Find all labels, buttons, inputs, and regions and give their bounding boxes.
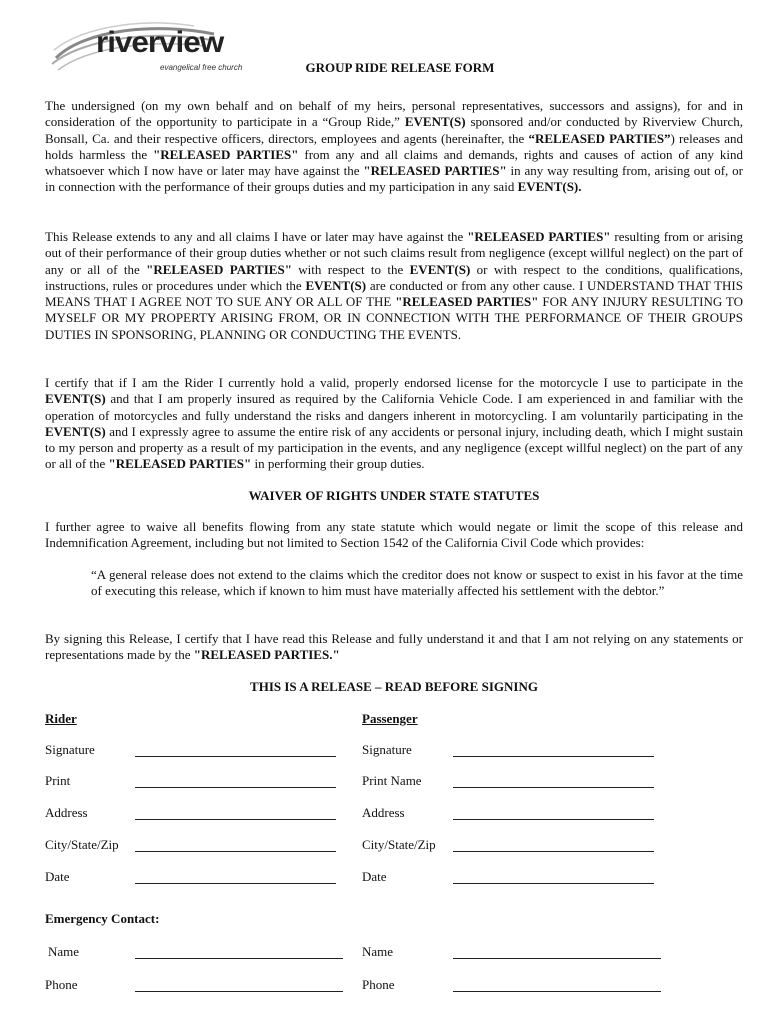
rider-date-line[interactable]	[135, 883, 336, 884]
emergency-phone-label: Phone	[45, 977, 78, 992]
passenger-print-label: Print Name	[362, 773, 422, 788]
acknowledgement-paragraph: By signing this Release, I certify that I have read this Release and fully understand it and that I am not relying on any statements or representations made by the "RELEASED PARTIES."	[45, 631, 743, 663]
rider-address-line[interactable]	[135, 819, 336, 820]
logo-wordmark: riverview	[96, 26, 224, 59]
emergency-phone-label-right: Phone	[362, 977, 395, 992]
passenger-city-line[interactable]	[453, 851, 654, 852]
passenger-heading: Passenger	[362, 711, 418, 726]
rider-certification-paragraph: I certify that if I am the Rider I currently hold a valid, properly endorsed license for the motorcycle I use to participate in the EVENT(S) and that I am properly insured as required by the California Vehicle Code. I am experienced in and familiar with the operation of motorcycles and fully understand the risks and dangers inherent in motorcycling. I am voluntarily participating in the EVENT(S) and I expressly agree to assume the entire risk of any accidents or personal injury, including death, which I might sustain to my person and property as a result of my participation in the events, and any negligence (except willful neglect) on the part of any or all of the "RELEASED PARTIES" in performing their group duties.	[45, 375, 743, 472]
emergency-name-label: Name	[48, 944, 80, 959]
rider-city-label: City/State/Zip	[45, 837, 119, 852]
release-paragraph: The undersigned (on my own behalf and on behalf of my heirs, personal representatives, successors and assigns), for and in consideration of the opportunity to participate in a “Group Ride,” EVENT(S) sponsored and/or conducted by Riverview Church, Bonsall, Ca. and their respective officers, directors, employees and agents (hereinafter, the “RELEASED PARTIES”) releases and holds harmless the "RELEASED PARTIES" from any and all claims and demands, rights and causes of action of any kind whatsoever which I now have or later may have against the "RELEASED PARTIES" in any way resulting from, arising out of, or in connection with the performance of their groups duties and my participation in any said EVENT(S).	[45, 98, 743, 195]
form-title: GROUP RIDE RELEASE FORM	[305, 60, 495, 75]
waiver-heading: WAIVER OF RIGHTS UNDER STATE STATUTES	[248, 488, 540, 503]
emergency-name-line[interactable]	[135, 958, 343, 959]
waiver-paragraph: I further agree to waive all benefits flowing from any state statute which would negate or limit the scope of this release and Indemnification Agreement, including but not limited to Section 1542 of the California Civil Code which provides:	[45, 519, 743, 551]
scope-paragraph: This Release extends to any and all claims I have or later may have against the "RELEASED PARTIES" resulting from or arising out of their performance of their group duties whether or not such claims result from negligence (except willful neglect) on the part of any or all of the "RELEASED PARTIES" with respect to the EVENT(S) or with respect to the conditions, qualifications, instructions, rules or procedures under which the EVENT(S) are conducted or from any other cause. I UNDERSTAND THAT THIS MEANS THAT I AGREE NOT TO SUE ANY OR ALL OF THE "RELEASED PARTIES" FOR ANY INJURY RESULTING TO MYSELF OR MY PROPERTY ARISING FROM, OR IN CONNECTION WITH THE PERFORMANCE OF THEIR GROUPS DUTIES IN SPONSORING, PLANNING OR CONDUCTING THE EVENTS.	[45, 229, 744, 342]
emergency-contact-heading: Emergency Contact:	[45, 911, 160, 926]
passenger-address-line[interactable]	[453, 819, 654, 820]
emergency-name-line-right[interactable]	[453, 958, 661, 959]
rider-signature-line[interactable]	[135, 756, 336, 757]
passenger-signature-line[interactable]	[453, 756, 654, 757]
passenger-city-label: City/State/Zip	[362, 837, 436, 852]
passenger-print-line[interactable]	[453, 787, 654, 788]
rider-heading: Rider	[45, 711, 77, 726]
emergency-name-label-right: Name	[362, 944, 394, 959]
passenger-date-line[interactable]	[453, 883, 654, 884]
emergency-phone-line-right[interactable]	[453, 991, 661, 992]
passenger-date-label: Date	[362, 869, 387, 884]
civil-code-quote: “A general release does not extend to the claims which the creditor does not know or suspect to exist in his favor at the time of executing this release, which if known to him must have materially affected his settlement with the debtor.”	[91, 567, 743, 599]
rider-address-label: Address	[45, 805, 88, 820]
passenger-signature-label: Signature	[362, 742, 412, 757]
passenger-address-label: Address	[362, 805, 405, 820]
rider-print-label: Print	[45, 773, 71, 788]
release-warning-heading: THIS IS A RELEASE – READ BEFORE SIGNING	[250, 679, 538, 694]
rider-print-line[interactable]	[135, 787, 336, 788]
logo-tagline: evangelical free church	[160, 63, 243, 72]
rider-city-line[interactable]	[135, 851, 336, 852]
rider-date-label: Date	[45, 869, 70, 884]
rider-signature-label: Signature	[45, 742, 95, 757]
emergency-phone-line[interactable]	[135, 991, 343, 992]
church-logo	[44, 20, 244, 80]
